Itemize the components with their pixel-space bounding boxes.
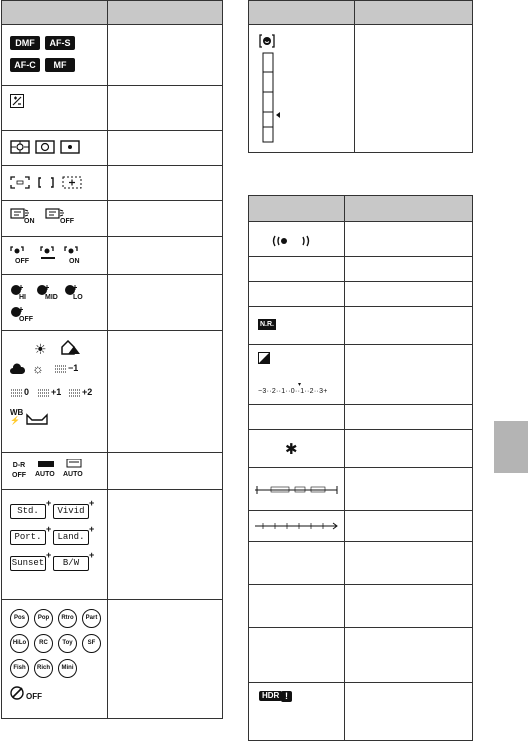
effect-miniature-icon: Mini xyxy=(58,659,77,678)
flash-compensation-icon xyxy=(10,94,24,108)
right-top-table xyxy=(248,0,473,153)
fluorescent-daylight-icon xyxy=(68,388,82,400)
multi-metering-icon xyxy=(10,140,30,156)
mf-icon: MF xyxy=(45,58,75,72)
dro-off-icon: D-R OFF xyxy=(12,462,26,479)
exposure-compensation-icon xyxy=(258,352,270,366)
right-bottom-header-icon xyxy=(249,196,345,222)
face-detect-off-label: OFF xyxy=(15,258,29,265)
hdr-icon: HDR xyxy=(259,691,282,701)
side-thumb-tab xyxy=(494,421,528,473)
fluorescent-day-white-icon xyxy=(37,388,51,400)
face-detect-on-label: ON xyxy=(69,258,80,265)
effect-fisheye-icon: Fish xyxy=(10,659,29,678)
effect-off-label: OFF xyxy=(26,692,42,701)
soft-skin-off-label: OFF xyxy=(60,218,74,225)
effect-retro-icon: Rtro xyxy=(58,609,77,628)
asterisk-icon: ✱ xyxy=(285,441,298,458)
incandescent-icon: ☼ xyxy=(32,361,44,376)
fluorescent-warm-icon xyxy=(54,364,68,376)
af-s-icon: AF-S xyxy=(45,36,75,50)
effect-toycamera-icon: Toy xyxy=(58,634,77,653)
dmf-icon: DMF xyxy=(10,36,40,50)
fluorescent-zero-label: 0 xyxy=(24,387,30,397)
effect-hicontrast-icon: RC xyxy=(34,634,53,653)
style-sunset-icon: Sunset xyxy=(10,556,46,571)
fluorescent-plus2-label: +2 xyxy=(82,387,93,397)
camera-shake-icon xyxy=(271,234,311,250)
smile-hi-label: HI xyxy=(19,294,26,301)
right-top-header-meaning xyxy=(355,1,473,25)
effect-partcolor-icon: Part xyxy=(82,609,101,628)
exposure-scale: −3··2··1··0··1··2··3+ xyxy=(258,388,328,395)
fluorescent-minus-label: −1 xyxy=(68,363,79,373)
wide-focus-area-icon xyxy=(10,176,30,191)
flash-wb-icon: WB ⚡ xyxy=(10,408,24,425)
smile-lo-label: LO xyxy=(73,294,83,301)
effect-popcolor-icon: Pop xyxy=(34,609,53,628)
spot-metering-icon xyxy=(60,140,80,156)
style-standard-icon: Std. xyxy=(10,504,46,519)
smile-level-gauge xyxy=(262,52,282,146)
aperture-scale-icon xyxy=(253,521,339,533)
style-vivid-icon: Vivid xyxy=(53,504,89,519)
style-portrait-icon: Port. xyxy=(10,530,46,545)
effect-softfocus-icon: SF xyxy=(82,634,101,653)
flexible-spot-icon xyxy=(62,176,82,191)
right-bottom-header-meaning xyxy=(345,196,473,222)
smile-off-label: OFF xyxy=(19,316,33,323)
hdr-auto-label: AUTO xyxy=(63,471,83,478)
center-focus-area-icon xyxy=(36,176,56,191)
smile-face-icon xyxy=(259,34,275,50)
face-detect-auto-icon xyxy=(40,246,60,262)
fluorescent-plus1-label: +1 xyxy=(51,387,62,397)
smile-mid-label: MID xyxy=(45,294,58,301)
fluorescent-cool-icon xyxy=(10,388,24,400)
shutter-speed-scale-icon xyxy=(253,485,339,497)
effect-off-icon xyxy=(10,686,26,702)
left-header-icon xyxy=(2,1,108,25)
left-table: DMF AF-S AF-C MF ON OFF OFF ON HI MID LO OFF ☀ ☼ −1 0 +1 +2 WB ⚡ D-R OFF AUTO AUTO Std. + Vivid + Port. + Land. + Sunset + B/W + Pos Pop Rtro Part HiLo RC Toy SF Fish Rich Mini OFF xyxy=(1,0,223,719)
right-top-header-icon xyxy=(249,1,355,25)
left-header-meaning xyxy=(108,1,223,25)
warning-icon: ! xyxy=(281,691,292,702)
dro-auto-label: AUTO xyxy=(35,471,55,478)
effect-highkey-icon: HiLo xyxy=(10,634,29,653)
cloudy-icon xyxy=(10,363,26,377)
shade-icon xyxy=(60,340,82,357)
style-bw-icon: B/W xyxy=(53,556,89,571)
custom-wb-icon xyxy=(26,413,48,427)
right-bottom-table xyxy=(248,195,473,741)
af-c-icon: AF-C xyxy=(10,58,40,72)
center-metering-icon xyxy=(35,140,55,156)
effect-richtone-icon: Rich xyxy=(34,659,53,678)
style-landscape-icon: Land. xyxy=(53,530,89,545)
exposure-scale-marker-icon: ▾ xyxy=(298,382,302,388)
effect-posterization-icon: Pos xyxy=(10,609,29,628)
noise-reduction-icon: N.R. xyxy=(260,321,274,328)
soft-skin-on-label: ON xyxy=(24,218,35,225)
daylight-icon: ☀ xyxy=(34,341,47,357)
